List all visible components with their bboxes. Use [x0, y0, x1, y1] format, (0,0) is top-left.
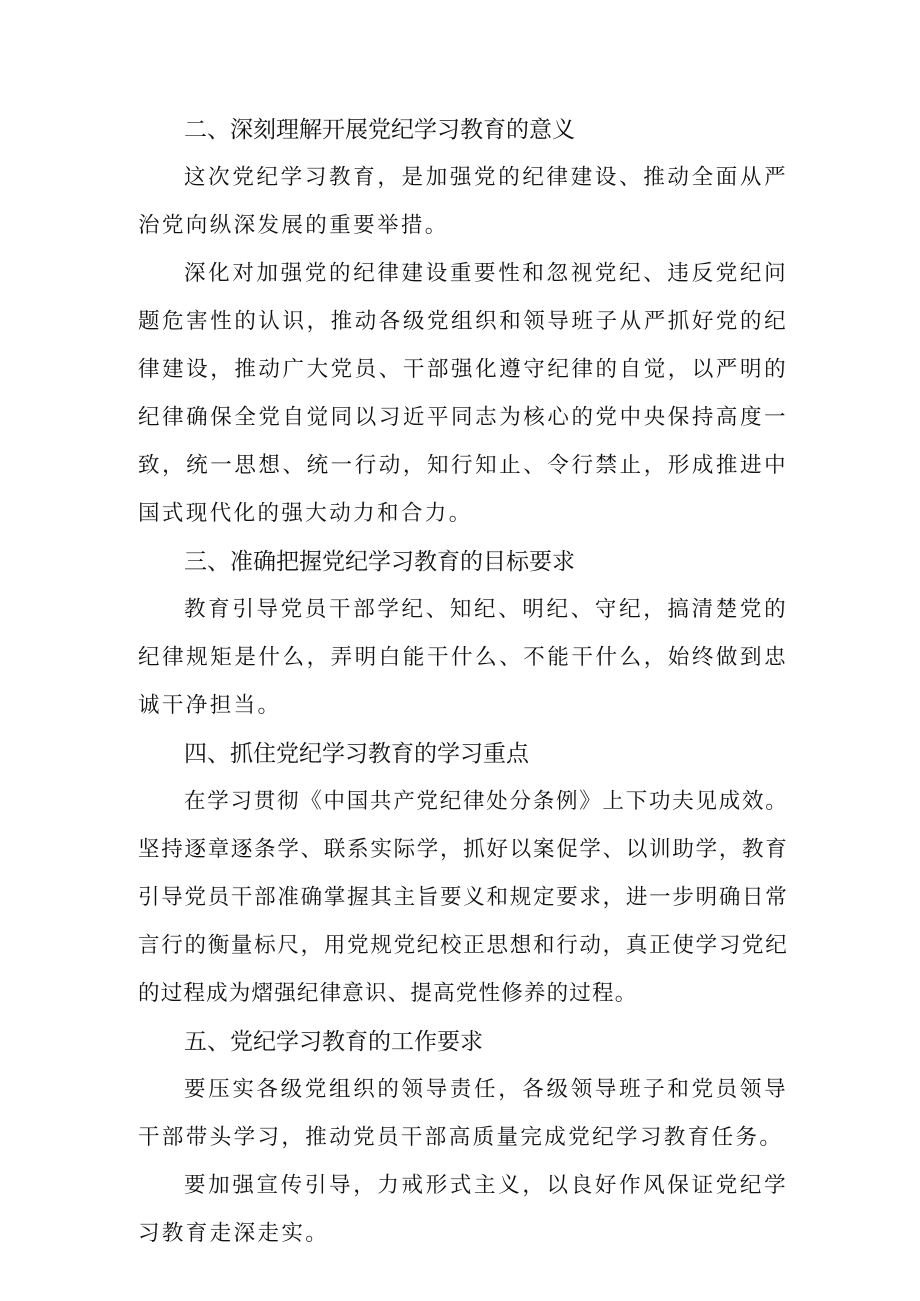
section-heading-5: 五、党纪学习教育的工作要求: [184, 1029, 483, 1055]
document-body: [138, 106, 788, 1258]
section-5-paragraph-1: 要压实各级党组织的领导责任，各级领导班子和党员领导干部带头学习，推动党员干部高质量完成党纪学习教育任务。: [138, 1077, 788, 1150]
section-heading-4: 四、抓住党纪学习教育的学习重点: [184, 741, 529, 767]
section-3-paragraph-1: 教育引导党员干部学纪、知纪、明纪、守纪，搞清楚党的纪律规矩是什么，弄明白能干什么、不能干什么，始终做到忠诚干净担当。: [138, 597, 788, 718]
section-4-paragraph-1: 在学习贯彻《中国共产党纪律处分条例》上下功夫见成效。坚持逐章逐条学、联系实际学，抓好以案促学、以训助学，教育引导党员干部准确掌握其主旨要义和规定要求，进一步明确日常言行的衡量标尺，用党规党纪校正思想和行动，真正使学习党纪的过程成为熠强纪律意识、提高党性修养的过程。: [138, 789, 788, 1006]
section-heading-2: 二、深刻理解开展党纪学习教育的意义: [184, 117, 575, 143]
section-heading-3: 三、准确把握党纪学习教育的目标要求: [184, 549, 575, 575]
section-5-paragraph-2: 要加强宣传引导，力戒形式主义，以良好作风保证党纪学习教育走深走实。: [138, 1173, 788, 1246]
section-2-paragraph-1: 这次党纪学习教育，是加强党的纪律建设、推动全面从严治党向纵深发展的重要举措。: [138, 165, 788, 238]
section-2-paragraph-2: 深化对加强党的纪律建设重要性和忽视党纪、违反党纪问题危害性的认识，推动各级党组织和领导班子从严抓好党的纪律建设，推动广大党员、干部强化遵守纪律的自觉，以严明的纪律确保全党自觉同以习近平同志为核心的党中央保持高度一致，统一思想、统一行动，知行知止、令行禁止，形成推进中国式现代化的强大动力和合力。: [138, 261, 788, 526]
